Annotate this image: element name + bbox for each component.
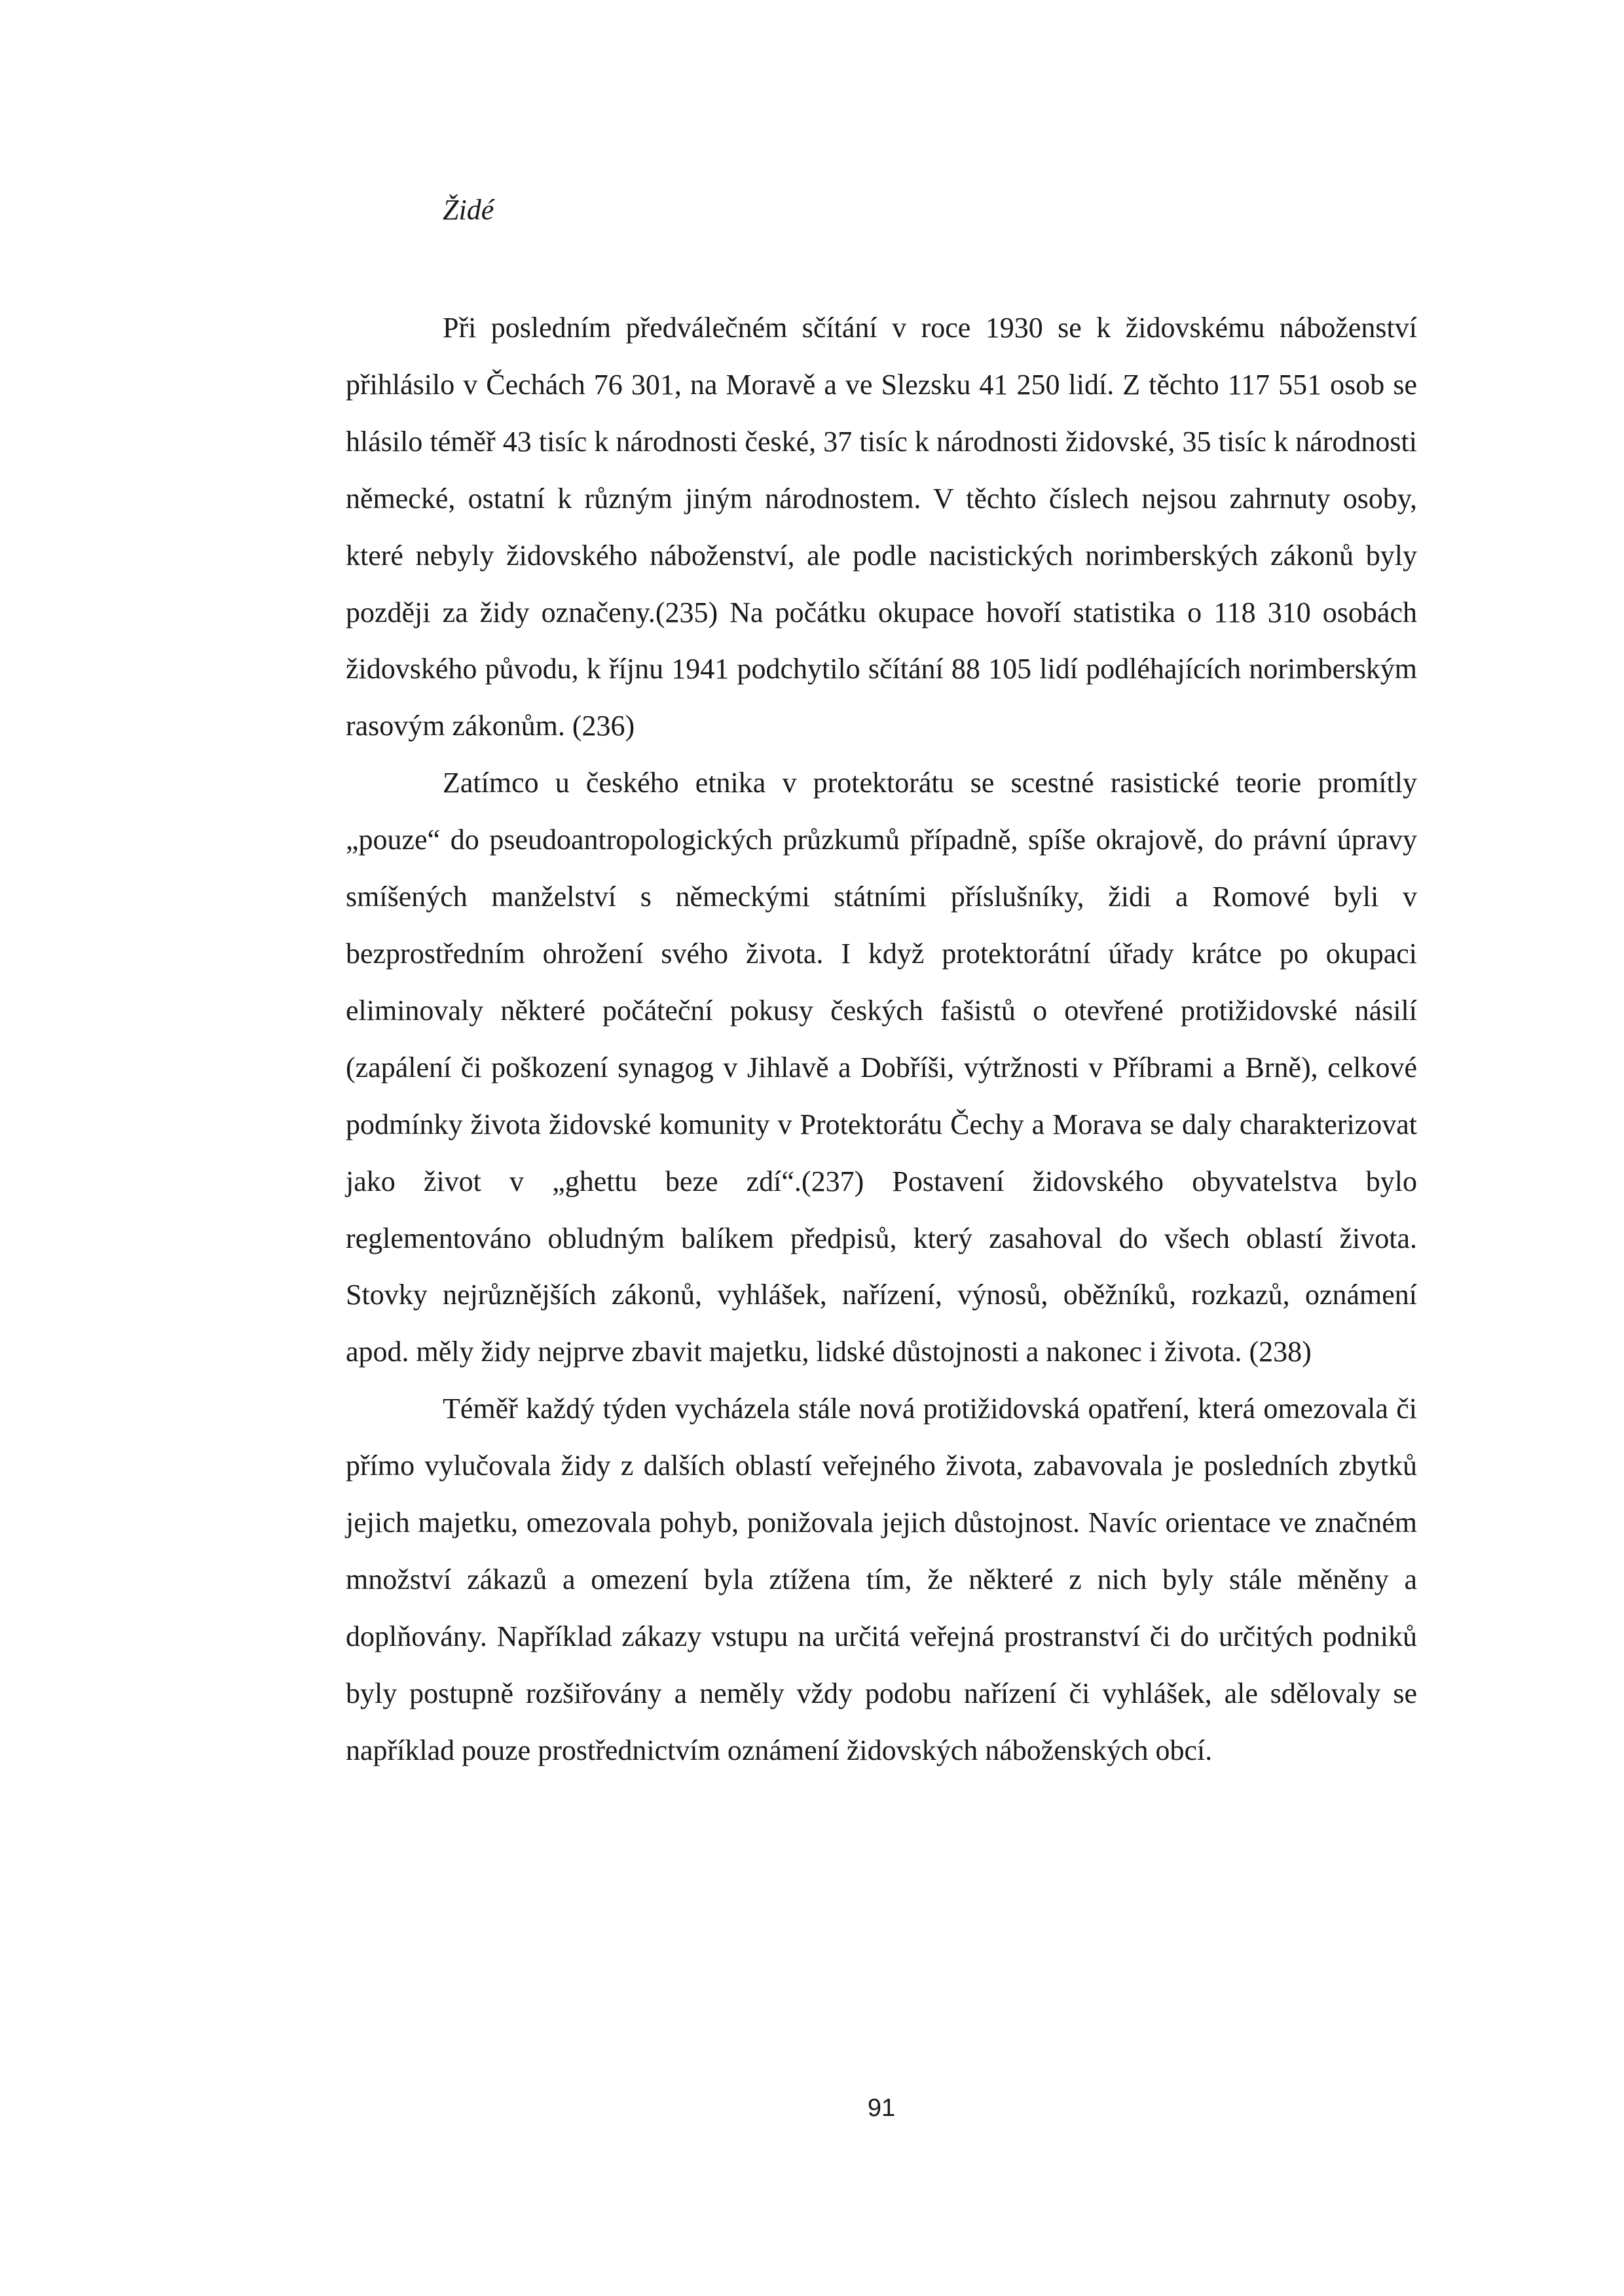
body-text <box>346 300 1417 1779</box>
document-page <box>346 0 1417 2296</box>
page-number: 91 <box>867 2094 896 2122</box>
paragraph-census: Při posledním předválečném sčítání v roce 1930 se k židovskému náboženství přihlásilo v Čechách 76 301, na Moravě a ve Slezsku 41 250 lidí. Z těchto 117 551 osob se hlásilo téměř 43 tisíc k národnosti české, 37 tisíc k národnosti židovské, 35 tisíc k národnosti německé, ostatní k různým jiným národnostem. V těchto číslech nejsou zahrnuty osoby, které nebyly židovského náboženství, ale podle nacistických norimberských zákonů byly později za židy označeny.(235) Na počátku okupace hovoří statistika o 118 310 osobách židovského původu, k říjnu 1941 podchytilo sčítání 88 105 lidí podléhajících norimberským rasovým zákonům. (236) <box>346 312 1417 742</box>
paragraph-protectorate: Zatímco u českého etnika v protektorátu se scestné rasistické teorie promítly „pouze“ do pseudoantropologických průzkumů případně, spíše okrajově, do právní úpravy smíšených manželství s německými státními příslušníky, židi a Romové byli v bezprostředním ohrožení svého života. I když protektorátní úřady krátce po okupaci eliminovaly některé počáteční pokusy českých fašistů o otevřené protižidovské násilí (zapálení či poškození synagog v Jihlavě a Dobříši, výtržnosti v Příbrami a Brně), celkové podmínky života židovské komunity v Protektorátu Čechy a Morava se daly charakterizovat jako život v „ghettu beze zdí“.(237) Postavení židovského obyvatelstva bylo reglementováno obludným balíkem předpisů, který zasahoval do všech oblastí života. Stovky nejrůznějších zákonů, vyhlášek, nařízení, výnosů, oběžníků, rozkazů, oznámení apod. měly židy nejprve zbavit majetku, lidské důstojnosti a nakonec i života. (238) <box>346 767 1417 1368</box>
paragraph-restrictions: Téměř každý týden vycházela stále nová protižidovská opatření, která omezovala či přímo vylučovala židy z dalších oblastí veřejného života, zabavovala je posledních zbytků jejich majetku, omezovala pohyb, ponižovala jejich důstojnost. Navíc orientace ve značném množství zákazů a omezení byla ztížena tím, že některé z nich byly stále měněny a doplňovány. Například zákazy vstupu na určitá veřejná prostranství či do určitých podniků byly postupně rozšiřovány a neměly vždy podobu nařízení či vyhlášek, ale sdělovaly se například pouze prostřednictvím oznámení židovských náboženských obcí. <box>346 1393 1417 1766</box>
section-heading: Židé <box>443 194 494 226</box>
